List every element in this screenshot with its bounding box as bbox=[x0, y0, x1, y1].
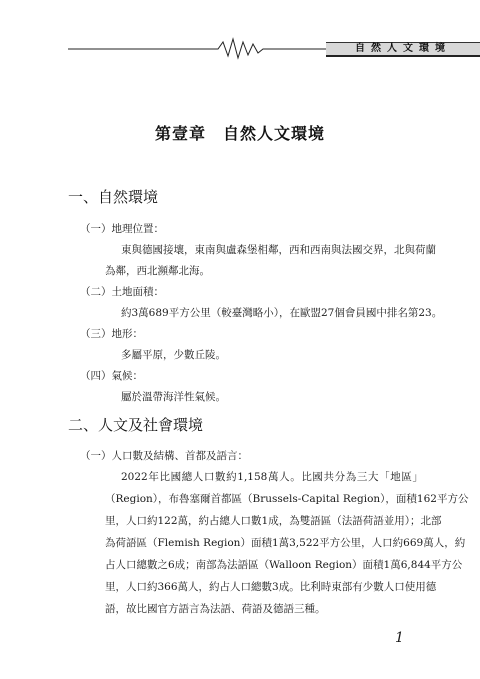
header-running-title: 自然人文環境 bbox=[326, 42, 480, 57]
paragraph-line: 東與德國接壤，東南與盧森堡相鄰，西和西南與法國交界，北與荷蘭 bbox=[121, 244, 436, 256]
chapter-title: 第壹章 自然人文環境 bbox=[154, 124, 325, 143]
paragraph-line: 約3萬689平方公里（較臺灣略小），在歐盟27個會員國中排名第23。 bbox=[121, 307, 443, 319]
subheading-population: （一）人口數及結構、首都及語言： bbox=[80, 450, 248, 462]
section-heading-natural-environment: 一、自然環境 bbox=[68, 188, 159, 206]
header-rule-zigzag bbox=[68, 36, 330, 60]
paragraph-line: 里，人口約366萬人，約占人口總數3成。比利時東部有少數人口使用德 bbox=[105, 581, 437, 593]
section-heading-society: 二、人文及社會環境 bbox=[68, 416, 204, 434]
subheading-climate: （四）氣候： bbox=[80, 370, 143, 382]
paragraph-line: 2022年比國總人口數約1,158萬人。比國共分為三大「地區」 bbox=[121, 471, 423, 483]
paragraph-line: 為鄰，西北瀕鄰北海。 bbox=[105, 265, 210, 277]
subheading-location: （一）地理位置： bbox=[80, 223, 164, 235]
paragraph-line: （Region），布魯塞爾首都區（Brussels-Capital Region），面積162平方公 bbox=[105, 493, 469, 505]
paragraph-line: 語，故比國官方語言為法語、荷語及德語三種。 bbox=[105, 603, 326, 615]
page-number: 1 bbox=[395, 630, 404, 646]
subheading-land-area: （二）土地面積： bbox=[80, 286, 164, 298]
subheading-terrain: （三）地形： bbox=[80, 328, 143, 340]
paragraph-line: 多屬平原，少數丘陵。 bbox=[121, 349, 226, 361]
paragraph-line: 屬於溫帶海洋性氣候。 bbox=[121, 391, 226, 403]
paragraph-line: 為荷語區（Flemish Region）面積1萬3,522平方公里，人口約669萬人，約 bbox=[105, 537, 466, 549]
paragraph-line: 占人口總數之6成；南部為法語區（Walloon Region）面積1萬6,844平方公 bbox=[105, 559, 463, 571]
paragraph-line: 里，人口約122萬，約占總人口數1成，為雙語區（法語荷語並用）；北部 bbox=[105, 515, 442, 527]
running-header bbox=[68, 36, 451, 60]
